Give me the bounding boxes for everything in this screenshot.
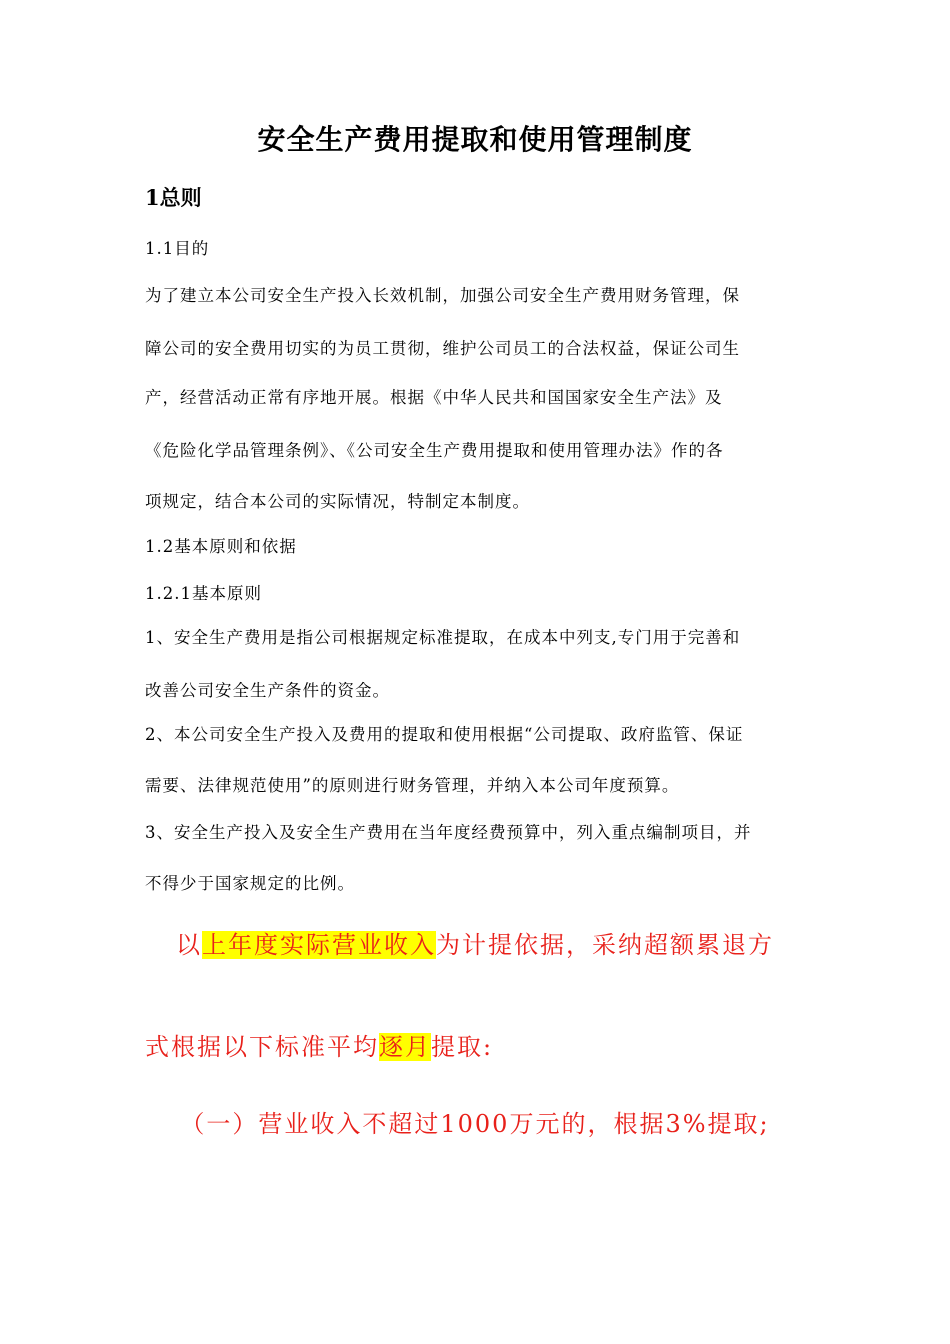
red-line-1-suffix: 为计提依据，采纳超额累退方 xyxy=(436,931,774,959)
section-heading-general: 1总则 xyxy=(145,185,202,210)
rule-2-line-2: 需要、法律规范使用”的原则进行财务管理，并纳入本公司年度预算。 xyxy=(145,776,680,795)
document-title: 安全生产费用提取和使用管理制度 xyxy=(257,123,693,156)
rule-1-line-1: 1、安全生产费用是指公司根据规定标准提取，在成本中列支,专门用于完善和 xyxy=(145,628,741,647)
purpose-line-5: 项规定，结合本公司的实际情况，特制定本制度。 xyxy=(145,492,530,511)
subsection-basic-principles: 1.2.1基本原则 xyxy=(145,584,262,603)
rule-3-line-2: 不得少于国家规定的比例。 xyxy=(145,874,355,893)
red-paragraph-line-2 xyxy=(145,1027,493,1062)
rule-1-line-2: 改善公司安全生产条件的资金。 xyxy=(145,681,390,700)
purpose-line-4: 《危险化学品管理条例》、《公司安全生产费用提取和使用管理办法》作的各 xyxy=(145,441,724,460)
purpose-line-2: 障公司的安全费用切实的为员工贯彻，维护公司员工的合法权益，保证公司生 xyxy=(145,339,740,358)
red-line-2-suffix: 提取: xyxy=(431,1033,494,1061)
red-line-2-prefix: 式根据以下标准平均 xyxy=(145,1033,379,1061)
highlighted-text: 逐月 xyxy=(379,1033,431,1061)
purpose-line-3: 产，经营活动正常有序地开展。根据《中华人民共和国国家安全生产法》及 xyxy=(145,388,723,407)
red-line-1-prefix: 以 xyxy=(176,931,202,959)
rule-2-line-1: 2、本公司安全生产投入及费用的提取和使用根据“公司提取、政府监管、保证 xyxy=(145,725,744,744)
subsection-purpose: 1.1目的 xyxy=(145,239,210,258)
rule-3-line-1: 3、安全生产投入及安全生产费用在当年度经费预算中，列入重点编制项目，并 xyxy=(145,823,752,842)
purpose-line-1: 为了建立本公司安全生产投入长效机制，加强公司安全生产费用财务管理，保 xyxy=(145,286,740,305)
highlighted-text: 上年度实际营业收入 xyxy=(202,931,436,959)
red-paragraph-line-3: （一）营业收入不超过1000万元的，根据3%提取; xyxy=(180,1110,770,1138)
subsection-principles: 1.2基本原则和依据 xyxy=(145,537,297,556)
red-paragraph-line-1 xyxy=(0,925,950,960)
